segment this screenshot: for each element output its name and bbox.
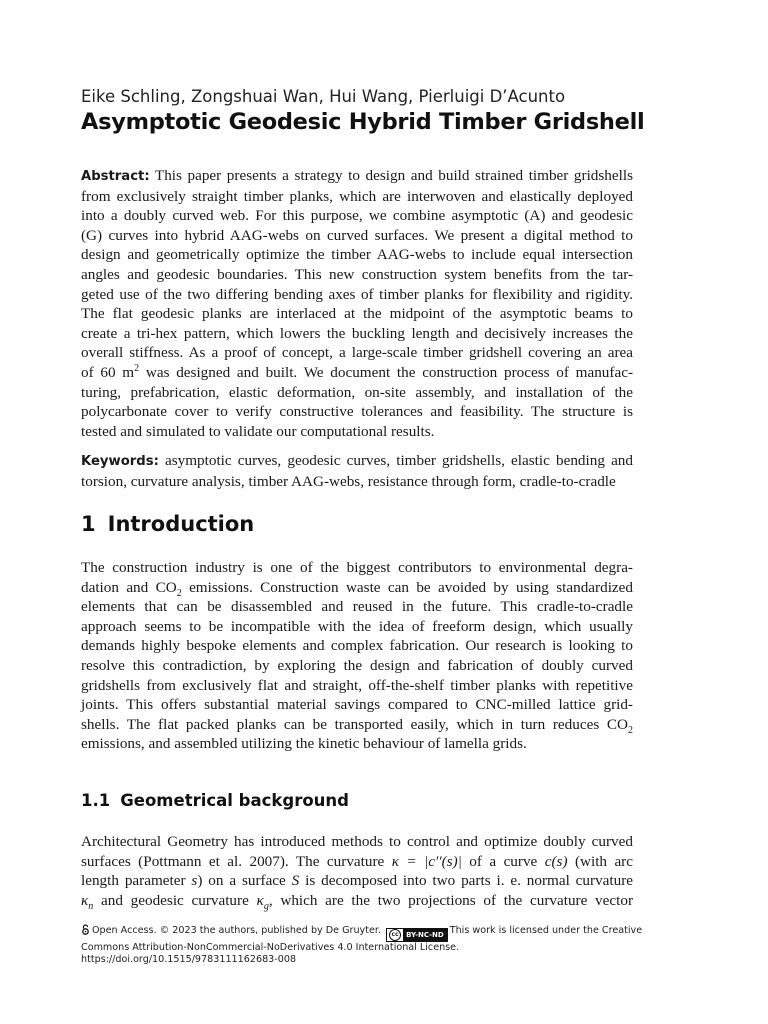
footer-line: Open Access. © 2023 the authors, published by De Gruyter. cc BY-NC-ND This work is licensed under the Creative xyxy=(81,924,641,942)
subsection-title: Geometrical background xyxy=(120,791,349,810)
paper-title: Asymptotic Geodesic Hybrid Timber Gridshell xyxy=(81,109,645,135)
cc-license-badge[interactable]: cc BY-NC-ND xyxy=(386,928,448,942)
intro-line: demands highly bespoke elements and complex fabrication. Our research is looking to xyxy=(81,637,633,655)
abstract-line: tested and simulated to validate our computational results. xyxy=(81,422,435,440)
keywords xyxy=(81,451,633,491)
intro-line: elements that can be disassembled and reused in the future. This cradle-to-cradle xyxy=(81,598,633,616)
intro-line: resolve this contradiction, by exploring the design and fabrication of doubly curved xyxy=(81,656,633,674)
geo-line: $\kappa_n$ and geodesic curvature $\kappa_g$, which are the two projections of the curvature vector xyxy=(81,891,633,912)
subsection-number: 1.1 xyxy=(81,791,111,810)
section-heading-introduction xyxy=(81,512,254,536)
abstract-line: The flat geodesic planks are interlaced at the midpoint of the asymptotic beams to xyxy=(81,305,633,323)
geometry-paragraph xyxy=(81,832,633,910)
open-access-icon xyxy=(81,924,90,935)
copyright-footer xyxy=(81,924,641,966)
intro-line: dation and $CO_2$ emissions. Construction waste can be avoided by using standardized xyxy=(81,578,633,599)
intro-line: gridshells from exclusively flat and straight, off-the-shelf timber planks with repetitive xyxy=(81,676,633,694)
introduction-paragraph xyxy=(81,558,633,754)
abstract-line: of 60 $m^2$ was designed and built. We document the construction process of manufac- xyxy=(81,362,633,381)
abstract-line: from exclusively straight timber planks, which are interwoven and elastically deployed xyxy=(81,187,633,205)
abstract-label: Abstract: xyxy=(81,169,150,184)
abstract-line: overall stiffness. As a proof of concept, a large-scale timber gridshell covering an area xyxy=(81,344,633,362)
intro-line: approach seems to be incompatible with the idea of freeform design, which usually xyxy=(81,617,633,635)
keywords-label: Keywords: xyxy=(81,454,159,469)
subsection-heading-geometrical-background xyxy=(81,791,349,810)
geo-line: surfaces (Pottmann et al. 2007). The curvature κ = |c′′(s)| of a curve c(s) (with arc xyxy=(81,852,633,870)
abstract-line: angles and geodesic boundaries. This new construction system benefits from the tar- xyxy=(81,265,633,283)
abstract-line: design and geometrically optimize the timber AAG-webs to include equal intersection xyxy=(81,246,633,264)
abstract-line: (G) curves into hybrid AAG-webs on curved surfaces. We present a digital method to xyxy=(81,226,633,244)
section-number: 1 xyxy=(81,512,96,536)
keywords-line: torsion, curvature analysis, timber AAG-webs, resistance through form, cradle-to-cradle xyxy=(81,472,616,490)
doi-link[interactable]: https://doi.org/10.1515/9783111162683-008 xyxy=(81,954,297,966)
abstract-line: Abstract: This paper presents a strategy to design and build strained timber gridshells xyxy=(81,167,633,184)
section-title: Introduction xyxy=(107,512,255,536)
abstract-line: turing, prefabrication, elastic deformation, on-site assembly, and installation of the xyxy=(81,383,633,401)
intro-line: The construction industry is one of the biggest contributors to environmental degra- xyxy=(81,559,633,576)
intro-line: shells. The flat packed planks can be transported easily, which in turn reduces $CO_2$ xyxy=(81,715,633,736)
abstract xyxy=(81,166,633,441)
keywords-line: Keywords: asymptotic curves, geodesic curves, timber gridshells, elastic bending and xyxy=(81,452,633,469)
abstract-line: create a tri-hex pattern, which lowers the buckling length and decisively increases the xyxy=(81,324,633,342)
intro-line: emissions, and assembled utilizing the kinetic behaviour of lamella grids. xyxy=(81,735,527,753)
abstract-line: geted use of the two differing bending axes of timber planks for flexibility and rigidity. xyxy=(81,285,633,303)
creative-commons-icon: cc xyxy=(389,929,401,941)
author-list: Eike Schling, Zongshuai Wan, Hui Wang, Pierluigi D’Acunto xyxy=(81,87,566,106)
geo-line: length parameter s) on a surface S is decomposed into two parts i. e. normal curvature xyxy=(81,872,634,890)
footer-line: Commons Attribution-NonCommercial-NoDerivatives 4.0 International License. xyxy=(81,942,460,953)
abstract-line: into a doubly curved web. For this purpose, we combine asymptotic (A) and geodesic xyxy=(81,207,633,225)
intro-line: joints. This offers substantial material savings compared to CNC-milled lattice grid- xyxy=(81,696,633,714)
abstract-line: polycarbonate cover to verify constructive tolerances and feasibility. The structure is xyxy=(81,403,633,421)
geo-line: Architectural Geometry has introduced methods to control and optimize doubly curved xyxy=(81,833,633,850)
